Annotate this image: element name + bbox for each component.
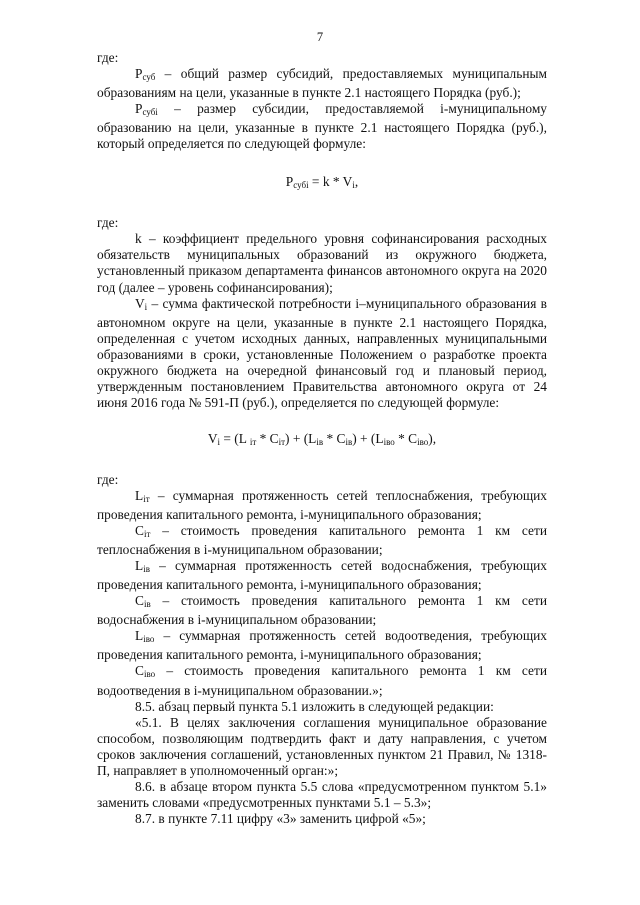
def-psubi: $Р_{субi}$ – размер субсидии, предоставляемой i-муниципальному образованию на цели, указанные в пункте 2.1 настоящего Порядка (руб.), который определяется по следующей формуле: <box>97 101 547 152</box>
def-livo: $L_{iво}$ – суммарная протяженность сетей водоотведения, требующих проведения капитального ремонта, i-муниципального образования; <box>97 628 547 663</box>
item-8-6: 8.6. в абзаце втором пункта 5.5 слова «предусмотренном пунктом 5.1» заменить словами «предусмотренных пунктами 5.1 – 5.3»; <box>97 778 547 810</box>
item-8-5: 8.5. абзац первый пункта 5.1 изложить в следующей редакции: <box>135 698 494 714</box>
def-liv: $L_{iв}$ – суммарная протяженность сетей водоснабжения, требующих проведения капитального ремонта, i-муниципального образования; <box>97 558 547 593</box>
def-civ: $С_{iв}$ – стоимость проведения капитального ремонта 1 км сети водоснабжения в i-муниципальном образовании; <box>97 593 547 628</box>
document-body <box>97 50 547 827</box>
where-label: где: <box>97 471 119 487</box>
page-number: 7 <box>316 30 324 44</box>
item-8-7: 8.7. в пункте 7.11 цифру «3» заменить цифрой «5»; <box>135 810 426 826</box>
def-vi: $V_i$ – сумма фактической потребности i–муниципального образования в автономном округе на цели, указанные в пункте 2.1 настоящего Порядка, определенная с учетом исходных данных, направленных муниципальными образованиями в сроки, установленные Положением о разработке проекта окружного бюджета на очередной финансовый год и плановый период, утвержденным постановлением Правительства автономного округа от 24 июня 2016 года № 591-П (руб.), определяется по следующей формуле: <box>97 295 547 410</box>
formula-psubi: $Р_{субi} = k * V_i$, <box>285 174 359 191</box>
def-lit: $L_{iт}$ – суммарная протяженность сетей теплоснабжения, требующих проведения капитального ремонта, i-муниципального образования; <box>97 487 547 523</box>
quote-5-1: «5.1. В целях заключения соглашения муниципальное образование способом, позволяющим подтвердить факт и дату направления, с учетом сроков заключения соглашений, установленных пунктом 21 Правил, № 1318-П, направляет в уполномоченный орган:»; <box>97 714 547 778</box>
where-label: где: <box>97 50 119 65</box>
def-k: k – коэффициент предельного уровня софинансирования расходных обязательств муниципальных образований из окружного бюджета, установленный приказом департамента финансов автономного округа на 2020 год (далее – уровень софинансирования); <box>97 231 547 295</box>
where-label: где: <box>97 215 119 231</box>
def-civo: $С_{iво}$ – стоимость проведения капитального ремонта 1 км сети водоотведения в i-муниципальном образовании.»; <box>97 663 547 698</box>
def-psub: $Р_{суб}$ – общий размер субсидий, предоставляемых муниципальным образованиям на цели, указанные в пункте 2.1 настоящего Порядка (руб.); <box>97 66 547 101</box>
formula-vi: $V_i = (L$ $_{iт} * C_{iт}) + (L_{iв} * C_{iв}) + (L_{iво} * C_{iво})$, <box>207 430 437 447</box>
def-cit: $С_{iт}$ – стоимость проведения капитального ремонта 1 км сети теплоснабжения в i-муниципальном образовании; <box>97 523 547 558</box>
